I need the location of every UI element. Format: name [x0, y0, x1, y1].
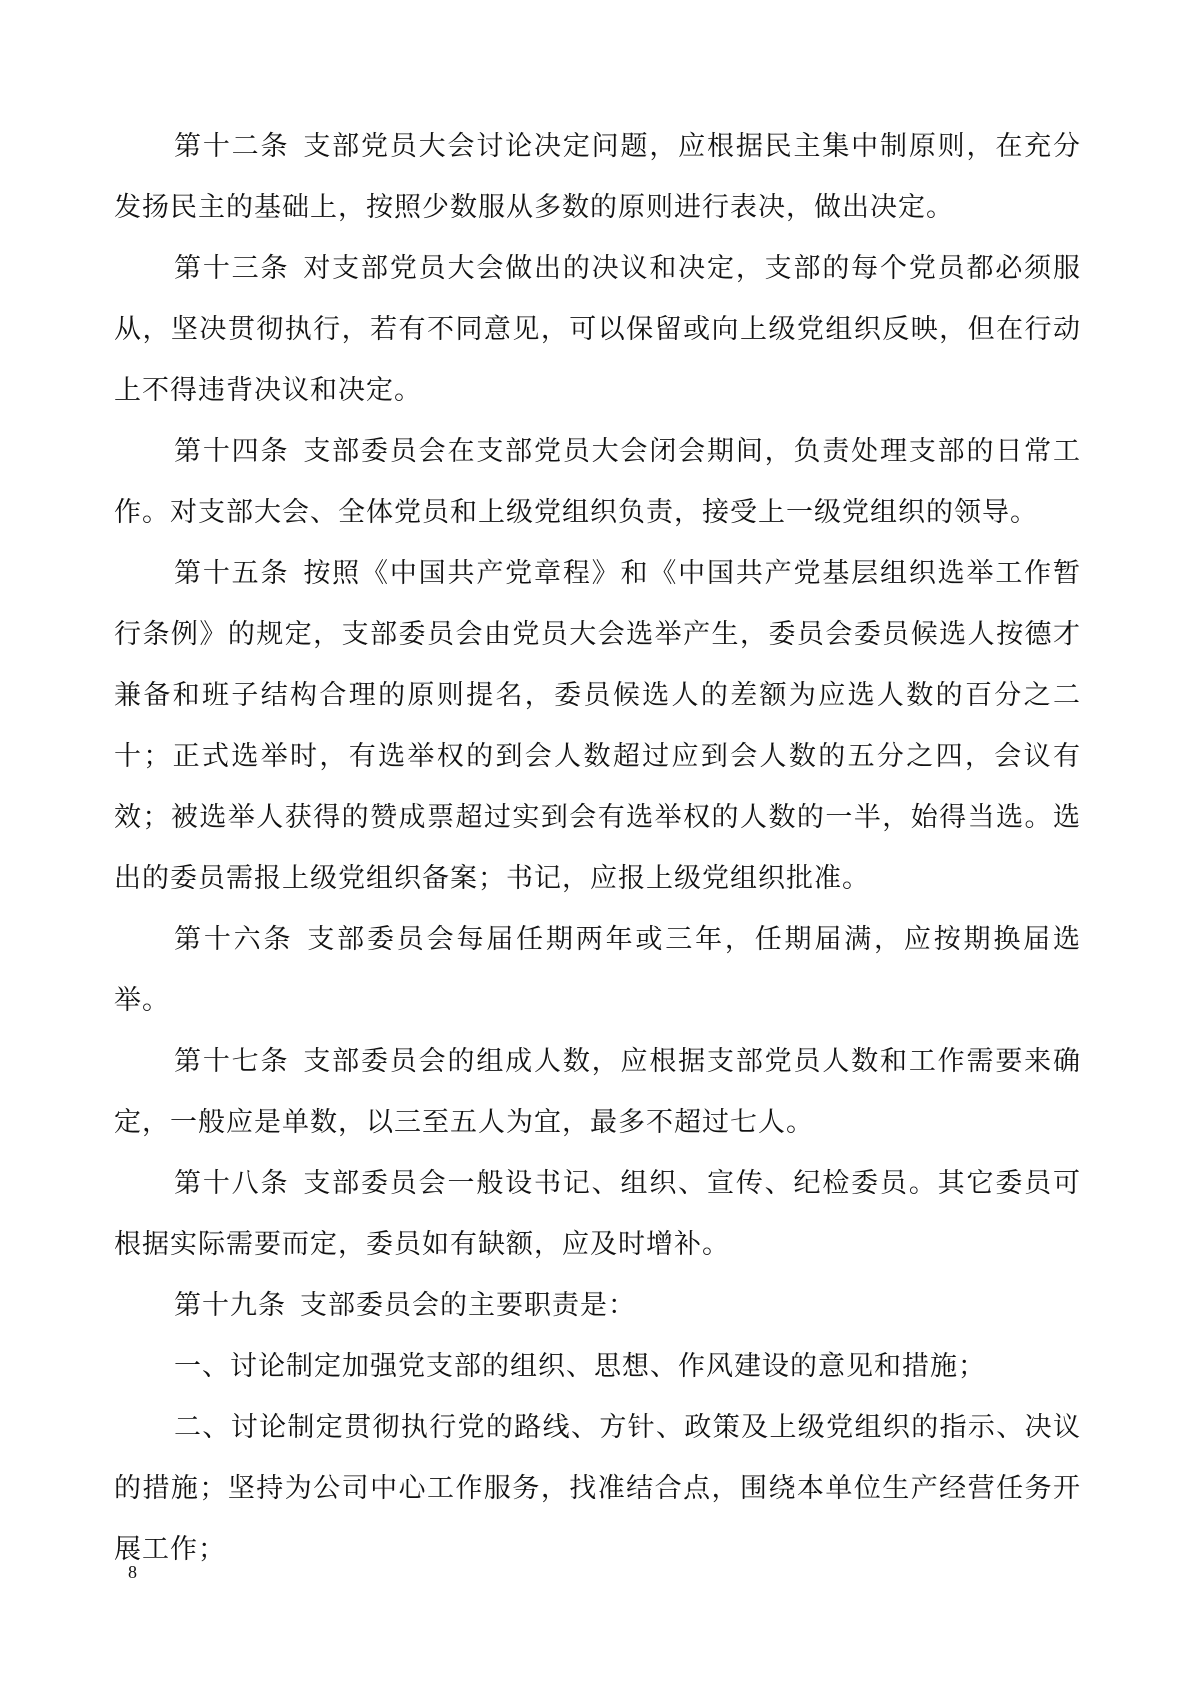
article-heading: 第十八条: [174, 1168, 290, 1199]
article-heading: 第十四条: [174, 436, 290, 467]
article-text: 支部党员大会讨论决定问题，应根据民主集中制原则，在充分发扬民主的基础上，按照少数服从多数的原则进行表决，做出决定。: [114, 131, 1082, 223]
document-body: [114, 116, 1081, 1580]
duty-item-2: [114, 1397, 1081, 1580]
article-15-paragraph: [114, 543, 1081, 909]
article-13-paragraph: [114, 238, 1081, 421]
article-heading: 第十六条: [174, 924, 294, 955]
article-heading: 第十五条: [174, 558, 290, 589]
article-text: 支部委员会每届任期两年或三年，任期届满，应按期换届选举。: [114, 924, 1082, 1016]
article-17-paragraph: [114, 1031, 1081, 1153]
article-text: 对支部党员大会做出的决议和决定，支部的每个党员都必须服从，坚决贯彻执行，若有不同意见，可以保留或向上级党组织反映，但在行动上不得违背决议和决定。: [114, 253, 1082, 406]
article-12-paragraph: [114, 116, 1081, 238]
article-text: 支部委员会的组成人数，应根据支部党员人数和工作需要来确定，一般应是单数，以三至五人为宜，最多不超过七人。: [114, 1046, 1082, 1138]
duty-item-1: [114, 1336, 1081, 1397]
article-text: 按照《中国共产党章程》和《中国共产党基层组织选举工作暂行条例》的规定，支部委员会由党员大会选举产生，委员会委员候选人按德才兼备和班子结构合理的原则提名，委员候选人的差额为应选人数的百分之二十；正式选举时，有选举权的到会人数超过应到会人数的五分之四，会议有效；被选举人获得的赞成票超过实到会有选举权的人数的一半，始得当选。选出的委员需报上级党组织备案；书记，应报上级党组织批准。: [114, 558, 1082, 894]
page-number: 8: [128, 1562, 137, 1582]
duty-item-text: 一、讨论制定加强党支部的组织、思想、作风建设的意见和措施；: [174, 1351, 986, 1382]
article-heading: 第十九条: [174, 1290, 286, 1321]
article-text: 支部委员会的主要职责是：: [300, 1290, 636, 1321]
article-text: 支部委员会一般设书记、组织、宣传、纪检委员。其它委员可根据实际需要而定，委员如有缺额，应及时增补。: [114, 1168, 1082, 1260]
article-18-paragraph: [114, 1153, 1081, 1275]
article-heading: 第十二条: [174, 131, 290, 162]
duty-item-text: 二、讨论制定贯彻执行党的路线、方针、政策及上级党组织的指示、决议的措施；坚持为公司中心工作服务，找准结合点，围绕本单位生产经营任务开展工作；: [114, 1412, 1081, 1565]
article-heading: 第十七条: [174, 1046, 290, 1077]
article-heading: 第十三条: [174, 253, 290, 284]
article-14-paragraph: [114, 421, 1081, 543]
article-text: 支部委员会在支部党员大会闭会期间，负责处理支部的日常工作。对支部大会、全体党员和上级党组织负责，接受上一级党组织的领导。: [114, 436, 1082, 528]
article-16-paragraph: [114, 909, 1081, 1031]
article-19-paragraph: [114, 1275, 1081, 1336]
